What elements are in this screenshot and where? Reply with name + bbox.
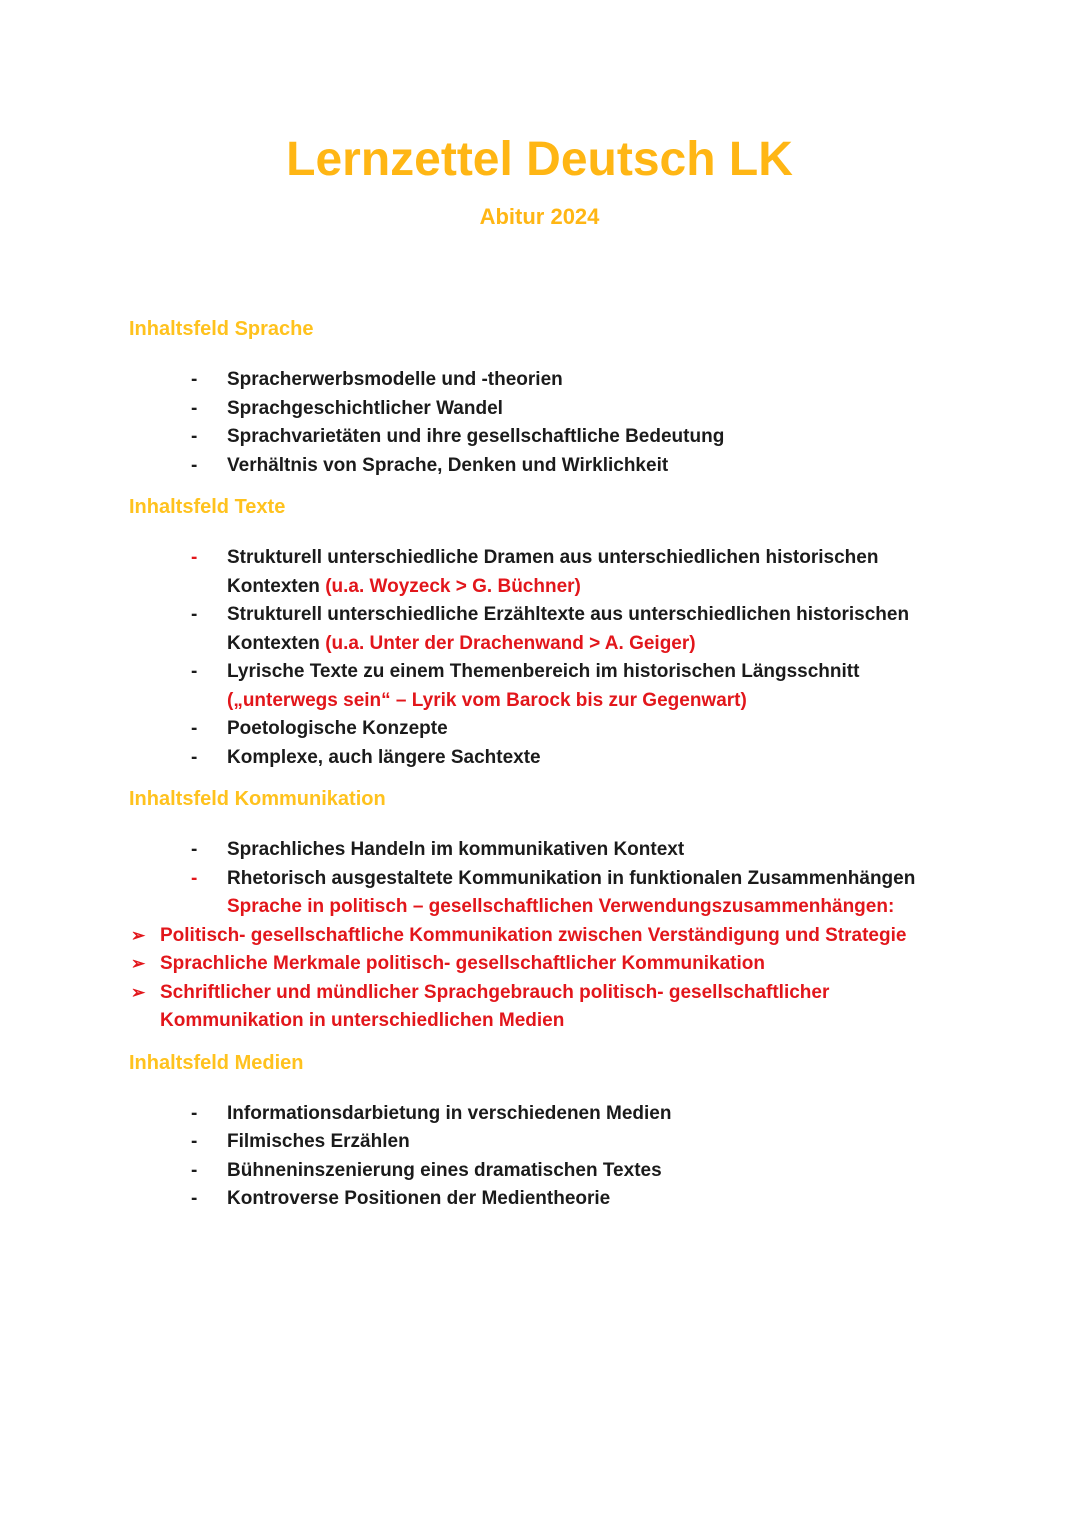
list-item xyxy=(129,715,950,744)
section-list xyxy=(129,1100,950,1214)
text-segment: Sprachliches Handeln im kommunikativen Kontext xyxy=(227,839,685,860)
list-item-text xyxy=(227,747,541,768)
dash-bullet-icon: - xyxy=(191,839,198,860)
dash-bullet-icon: - xyxy=(191,1131,198,1152)
text-segment: Strukturell unterschiedliche Erzähltexte aus unterschiedlichen historischen xyxy=(227,604,910,625)
red-text-segment: Kommunikation in unterschiedlichen Medien xyxy=(160,1010,565,1031)
list-item-text xyxy=(227,604,909,654)
dash-bullet-icon: - xyxy=(191,718,198,739)
list-item xyxy=(129,423,950,452)
text-segment: Spracherwerbsmodelle und -theorien xyxy=(227,369,563,390)
list-item-text xyxy=(227,455,668,476)
list-item xyxy=(129,865,950,922)
list-item-text xyxy=(160,925,906,946)
text-segment: Kontexten xyxy=(227,632,326,654)
list-item xyxy=(129,1128,950,1157)
dash-bullet-icon: - xyxy=(191,547,198,568)
red-text-segment: Politisch- gesellschaftliche Kommunikation zwischen Verständigung und Strategie xyxy=(160,924,907,946)
list-item-text xyxy=(227,868,915,918)
text-segment: Sprachvarietäten und ihre gesellschaftliche Bedeutung xyxy=(227,426,725,447)
dash-bullet-icon: - xyxy=(191,397,198,419)
arrow-bullet-icon: ➢ xyxy=(131,954,146,973)
red-text-segment: Sprache in politisch – gesellschaftlichen Verwendungszusammenhängen: xyxy=(227,896,895,917)
section-list xyxy=(129,836,950,1036)
dash-bullet-icon: - xyxy=(191,604,198,625)
list-item-text xyxy=(227,398,503,419)
text-segment: Filmisches Erzählen xyxy=(227,1131,410,1152)
text-segment: Verhältnis von Sprache, Denken und Wirklichkeit xyxy=(227,454,669,476)
list-item-text xyxy=(160,982,829,1032)
list-item xyxy=(129,658,950,715)
section-list xyxy=(129,544,950,772)
list-item-text xyxy=(227,426,724,447)
section-heading: Inhaltsfeld Medien xyxy=(129,1051,304,1074)
page-subtitle: Abitur 2024 xyxy=(479,204,600,229)
red-text-segment: Sprachliche Merkmale politisch- gesellschaftlicher Kommunikation xyxy=(160,953,766,974)
red-text-segment: (u.a. Woyzeck > G. Büchner) xyxy=(325,575,581,597)
dash-bullet-icon: - xyxy=(191,426,198,447)
dash-bullet-icon: - xyxy=(191,1102,198,1124)
list-item-text xyxy=(227,661,859,711)
list-item xyxy=(129,544,950,601)
text-segment: Rhetorisch ausgestaltete Kommunikation in funktionalen Zusammenhängen xyxy=(227,867,916,889)
list-item xyxy=(129,979,950,1036)
list-item-text xyxy=(227,547,878,597)
text-segment: Informationsdarbietung in verschiedenen Medien xyxy=(227,1102,672,1124)
list-item-text xyxy=(160,953,765,974)
text-segment: Lyrische Texte zu einem Themenbereich im historischen Längsschnitt xyxy=(227,661,860,682)
arrow-bullet-icon: ➢ xyxy=(131,982,146,1002)
dash-bullet-icon: - xyxy=(191,1159,198,1181)
text-segment: Bühneninszenierung eines dramatischen Textes xyxy=(227,1159,662,1181)
dash-bullet-icon: - xyxy=(191,661,198,682)
list-item xyxy=(129,836,950,865)
list-item xyxy=(129,366,950,395)
text-segment: Kontexten xyxy=(227,575,326,597)
text-segment: Sprachgeschichtlicher Wandel xyxy=(227,397,503,419)
list-item xyxy=(129,1100,950,1129)
list-item xyxy=(129,1185,950,1214)
section-heading: Inhaltsfeld Sprache xyxy=(129,318,314,340)
list-item-text xyxy=(227,718,448,739)
list-item-text xyxy=(227,369,563,390)
list-item xyxy=(129,452,950,481)
list-item xyxy=(129,950,950,979)
sections xyxy=(129,315,950,1214)
red-text-segment: (u.a. Unter der Drachenwand > A. Geiger) xyxy=(325,632,696,654)
dash-bullet-icon: - xyxy=(191,867,198,889)
section-list xyxy=(129,366,950,480)
list-item xyxy=(129,744,950,773)
arrow-bullet-icon: ➢ xyxy=(131,925,146,945)
list-item xyxy=(129,395,950,424)
dash-bullet-icon: - xyxy=(191,746,198,768)
red-text-segment: Schriftlicher und mündlicher Sprachgebrauch politisch- gesellschaftlicher xyxy=(160,981,830,1003)
list-item-text xyxy=(227,1103,671,1124)
text-segment: Strukturell unterschiedliche Dramen aus unterschiedlichen historischen xyxy=(227,547,879,568)
page-title: Lernzettel Deutsch LK xyxy=(286,133,793,186)
list-item-text xyxy=(227,839,684,860)
text-segment: Poetologische Konzepte xyxy=(227,718,448,739)
list-item-text xyxy=(227,1160,662,1181)
list-item xyxy=(129,1157,950,1186)
list-item xyxy=(129,922,950,951)
dash-bullet-icon: - xyxy=(191,369,198,390)
list-item-text xyxy=(227,1131,410,1152)
dash-bullet-icon: - xyxy=(191,454,198,476)
red-text-segment: („unterwegs sein“ – Lyrik vom Barock bis zur Gegenwart) xyxy=(227,689,747,711)
section-heading: Inhaltsfeld Texte xyxy=(129,496,286,518)
text-segment: Kontroverse Positionen der Medientheorie xyxy=(227,1188,611,1209)
text-segment: Komplexe, auch längere Sachtexte xyxy=(227,746,541,768)
list-item xyxy=(129,601,950,658)
list-item-text xyxy=(227,1188,610,1209)
dash-bullet-icon: - xyxy=(191,1188,198,1209)
section-heading: Inhaltsfeld Kommunikation xyxy=(129,788,386,810)
